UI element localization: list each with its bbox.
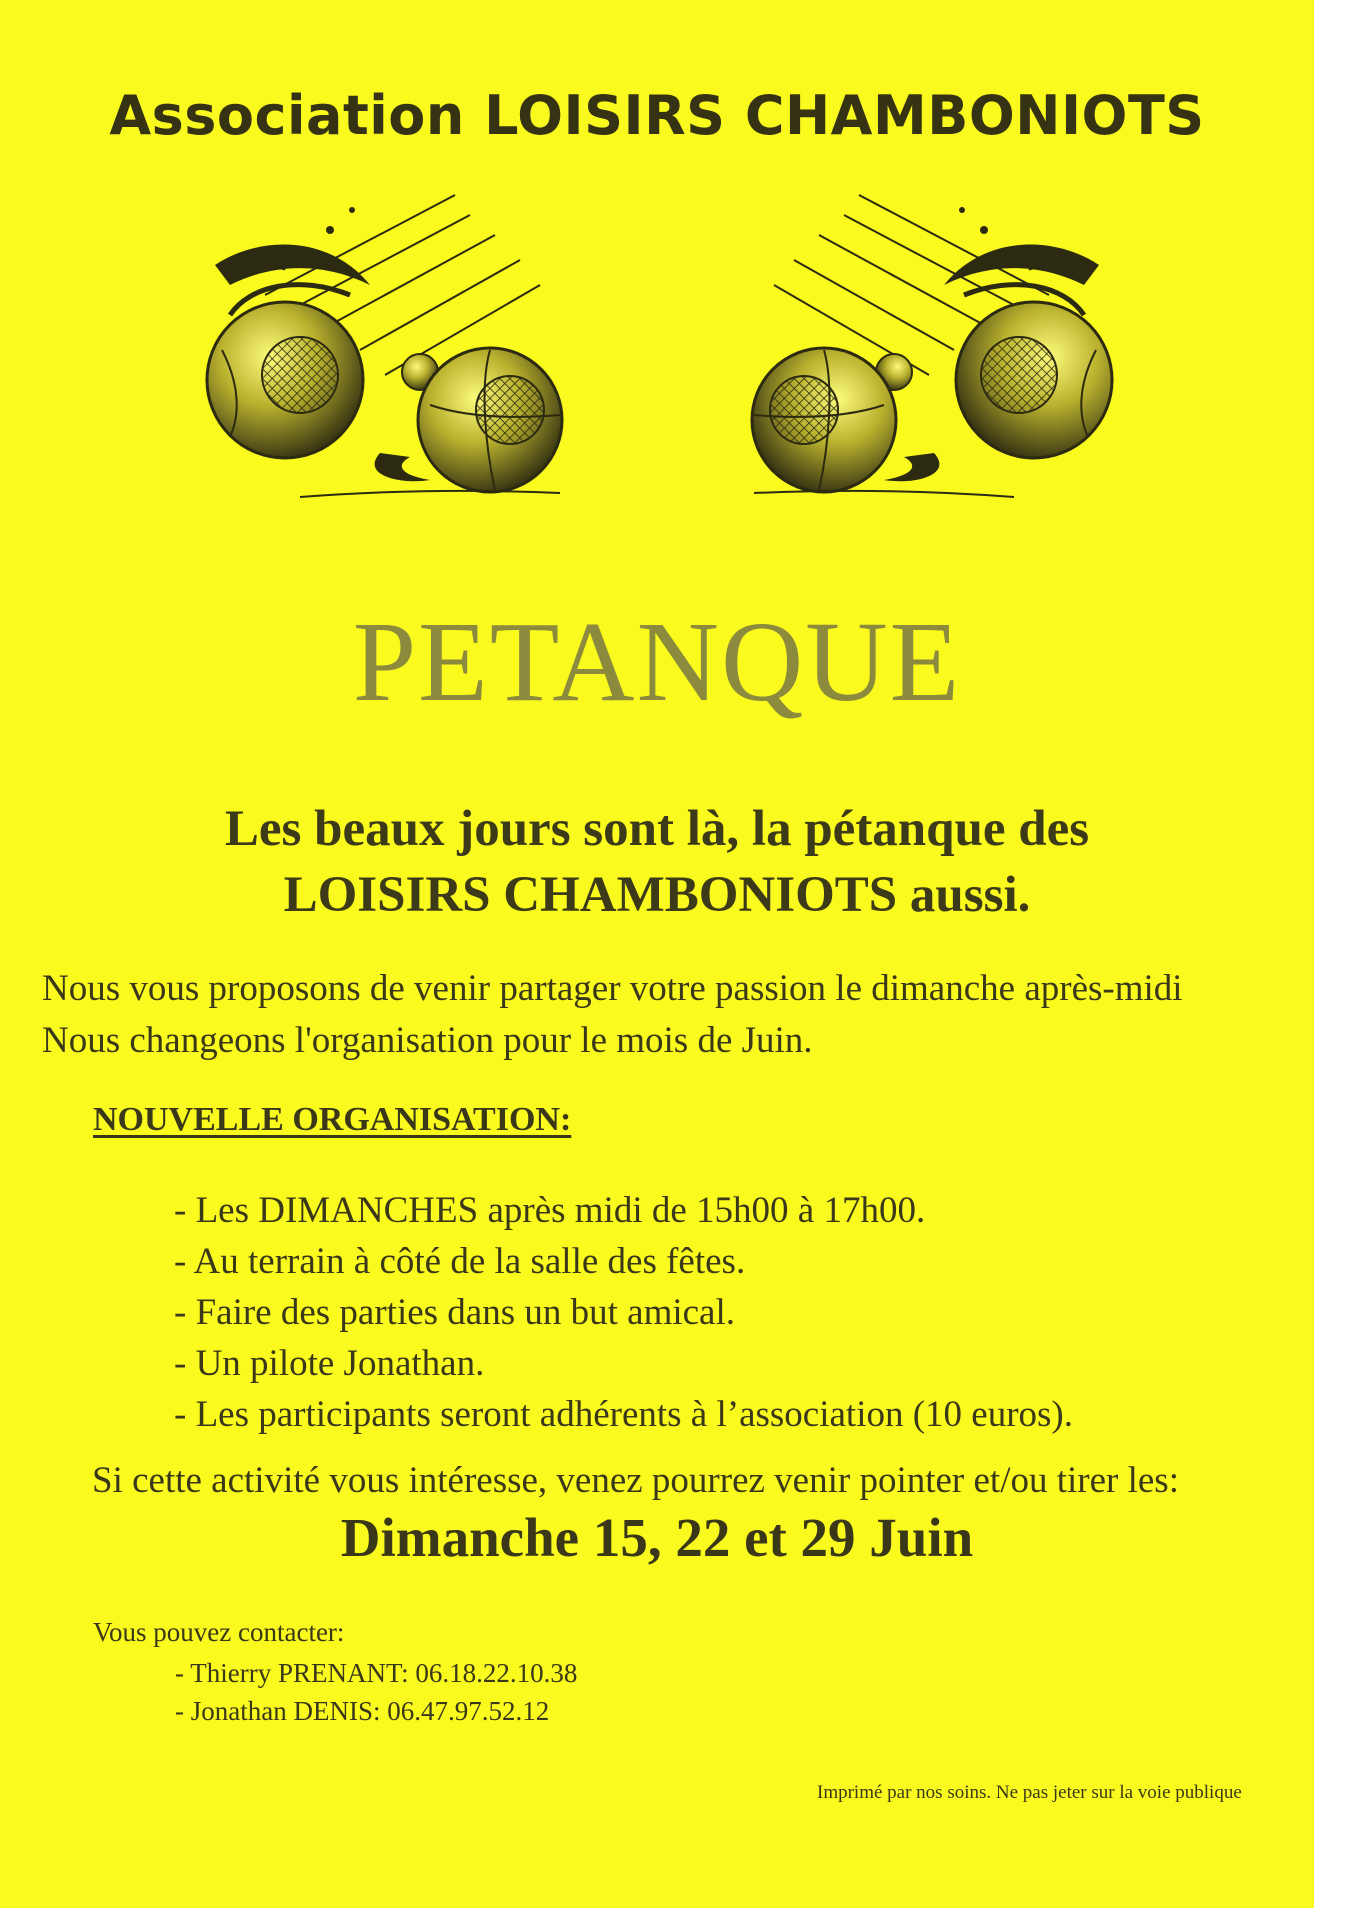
subtitle xyxy=(0,796,1314,928)
list-item: - Les participants seront adhérents à l’association (10 euros). xyxy=(174,1394,1074,1435)
footer-note: Imprimé par nos soins. Ne pas jeter sur la voie publique xyxy=(817,1782,1242,1803)
organisation-heading: NOUVELLE ORGANISATION: xyxy=(93,1101,572,1138)
contact-item: - Jonathan DENIS: 06.47.97.52.12 xyxy=(175,1696,550,1726)
petanque-illustration xyxy=(0,175,1314,535)
contact-list xyxy=(175,1654,577,1730)
association-name: Association LOISIRS CHAMBONIOTS xyxy=(109,84,1205,147)
event-dates: Dimanche 15, 22 et 29 Juin xyxy=(340,1507,974,1568)
page-title: PETANQUE xyxy=(352,598,962,725)
subtitle-line-2: LOISIRS CHAMBONIOTS aussi. xyxy=(283,867,1031,923)
intro-paragraph xyxy=(42,963,1314,1067)
organisation-list xyxy=(174,1185,1073,1440)
right-balls-group xyxy=(752,195,1112,497)
petanque-balls-icon xyxy=(0,175,1314,535)
subtitle-line-1: Les beaux jours sont là, la pétanque des xyxy=(224,801,1090,857)
contact-intro: Vous pouvez contacter: xyxy=(93,1617,345,1647)
intro-line-2: Nous changeons l'organisation pour le mois de Juin. xyxy=(42,1020,813,1061)
invitation-text: Si cette activité vous intéresse, venez pourrez venir pointer et/ou tirer les: xyxy=(92,1460,1179,1501)
contact-item: - Thierry PRENANT: 06.18.22.10.38 xyxy=(175,1658,578,1688)
list-item: - Les DIMANCHES après midi de 15h00 à 17h00. xyxy=(174,1190,926,1231)
list-item: - Faire des parties dans un but amical. xyxy=(174,1292,735,1333)
intro-line-1: Nous vous proposons de venir partager votre passion le dimanche après-midi xyxy=(42,968,1183,1009)
list-item: - Au terrain à côté de la salle des fêtes. xyxy=(174,1241,746,1282)
list-item: - Un pilote Jonathan. xyxy=(174,1343,485,1384)
left-balls-group xyxy=(207,195,562,497)
